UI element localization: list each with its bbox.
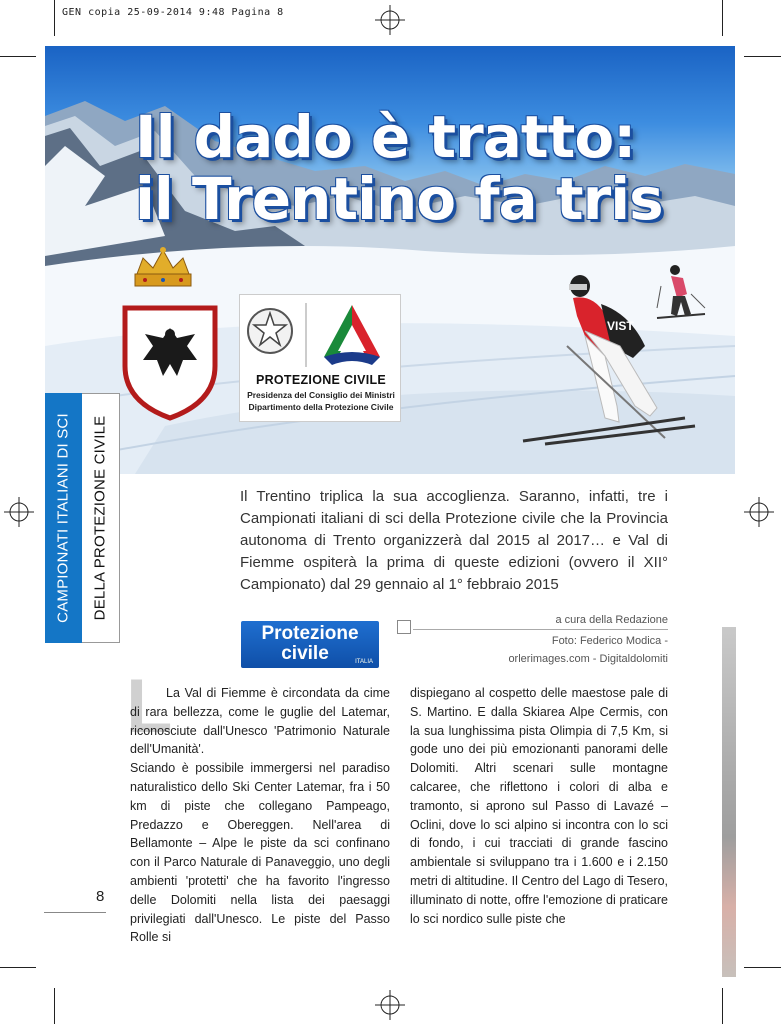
credit-divider [413,629,668,630]
coat-of-arms-shield-icon [125,308,215,418]
registration-mark-icon [375,5,405,35]
body-paragraph: La Val di Fiemme è circondata da cime di rara bellezza, come le guglie del Latemar, riconosciute dall'Unesco 'Patrimonio Naturale dell'Umanità'. [130,686,390,757]
crop-mark [0,56,36,57]
page-number: 8 [96,888,105,905]
jacket-brand-text: VIST [607,319,634,333]
registration-mark-icon [744,497,774,527]
logo-subtitle-2: Dipartimento della Protezione Civile [248,402,394,412]
facing-page-edge [722,627,736,977]
body-column-right [410,684,668,928]
title-line-1: Il dado è tratto: [135,103,636,171]
emblem-icon [240,295,402,373]
body-paragraph: dispiegano al cospetto delle maestose pale di S. Martino. E dalla Skiarea Alpe Cermis, con la sua lunghissima pista Olimpia di 7,5 Km, si gode uno dei più emozionanti panorami delle Dolomiti. Altri scenari sulle montagne calcaree, che riflettono i colori di alba e tramonto, si aprono sul Passo di Lavazé – Oclini, dove lo sci alpino si incontra con lo sci di fondo, i cui tracciati di grande fascino ambientale si sviluppano tra i 1.600 e i 2.150 metri di altitudine. Il Centro del Lago di Tesero, illuminato di notte, offre l'emozione di praticare lo sci nordico sulle piste che [410,686,668,926]
logo-subtitle-1: Presidenza del Consiglio dei Ministri [247,390,395,400]
logo-brand-text: PROTEZIONE CIVILE [255,373,387,387]
drop-cap: L [126,664,173,749]
section-label-line-2: DELLA PROTEZIONE CIVILE [91,415,109,621]
crop-mark [54,0,55,36]
registration-mark-icon [375,990,405,1020]
decorative-square [397,620,411,634]
crop-mark [744,967,781,968]
crop-mark [0,967,36,968]
title-line-2: il Trentino fa tris [135,165,663,233]
article-lead: Il Trentino triplica la sua accoglienza. Saranno, infatti, tre i Campionati italiani di sci della Protezione civile che la Provincia autonoma di Trento organizzerà dal 2015 al 2017… e Val di Fiemme ospiterà la prima di queste edizioni (ovvero il XII° Campionato) dal 29 gennaio al 1° febbraio 2015 [240,488,668,593]
photo-credit-1: Foto: Federico Modica - [551,635,668,647]
crop-mark [54,988,55,1024]
article-title [135,103,735,233]
hero-photo [45,46,735,474]
body-column-left [130,684,390,947]
protezione-civile-logo [239,294,401,422]
editor-credit: a cura della Redazione [555,614,668,626]
page-number-rule [44,912,106,913]
badge-line-2: civile [281,643,329,664]
crop-mark [722,0,723,36]
crop-mark [722,988,723,1024]
badge-tag: ITALIA [355,659,373,665]
crop-mark [744,56,781,57]
badge-line-1: Protezione [261,623,359,644]
body-paragraph: Sciando è possibile immergersi nel paradiso naturalistico dello Ski Center Latemar, fra i 50 km di piste che collegano Pampeago, Predazzo e Obereggen. Nell'area di Bellamonte – Alpe le piste da sci confinano con il Parco Naturale di Panaveggio, uno degli ambienti 'protetti' che ha favorito l'ingresso delle Dolomiti nella lista dei paesaggi privilegiati dall'Unesco. Le piste del Passo Rolle si [130,761,390,945]
registration-mark-icon [4,497,34,527]
photo-credit-2: orlerimages.com - Digitaldolomiti [508,653,668,665]
printer-slug: GEN copia 25-09-2014 9:48 Pagina 8 [62,7,284,18]
protezione-civile-badge [241,621,379,668]
section-label-line-1: CAMPIONATI ITALIANI DI SCI [54,413,72,623]
